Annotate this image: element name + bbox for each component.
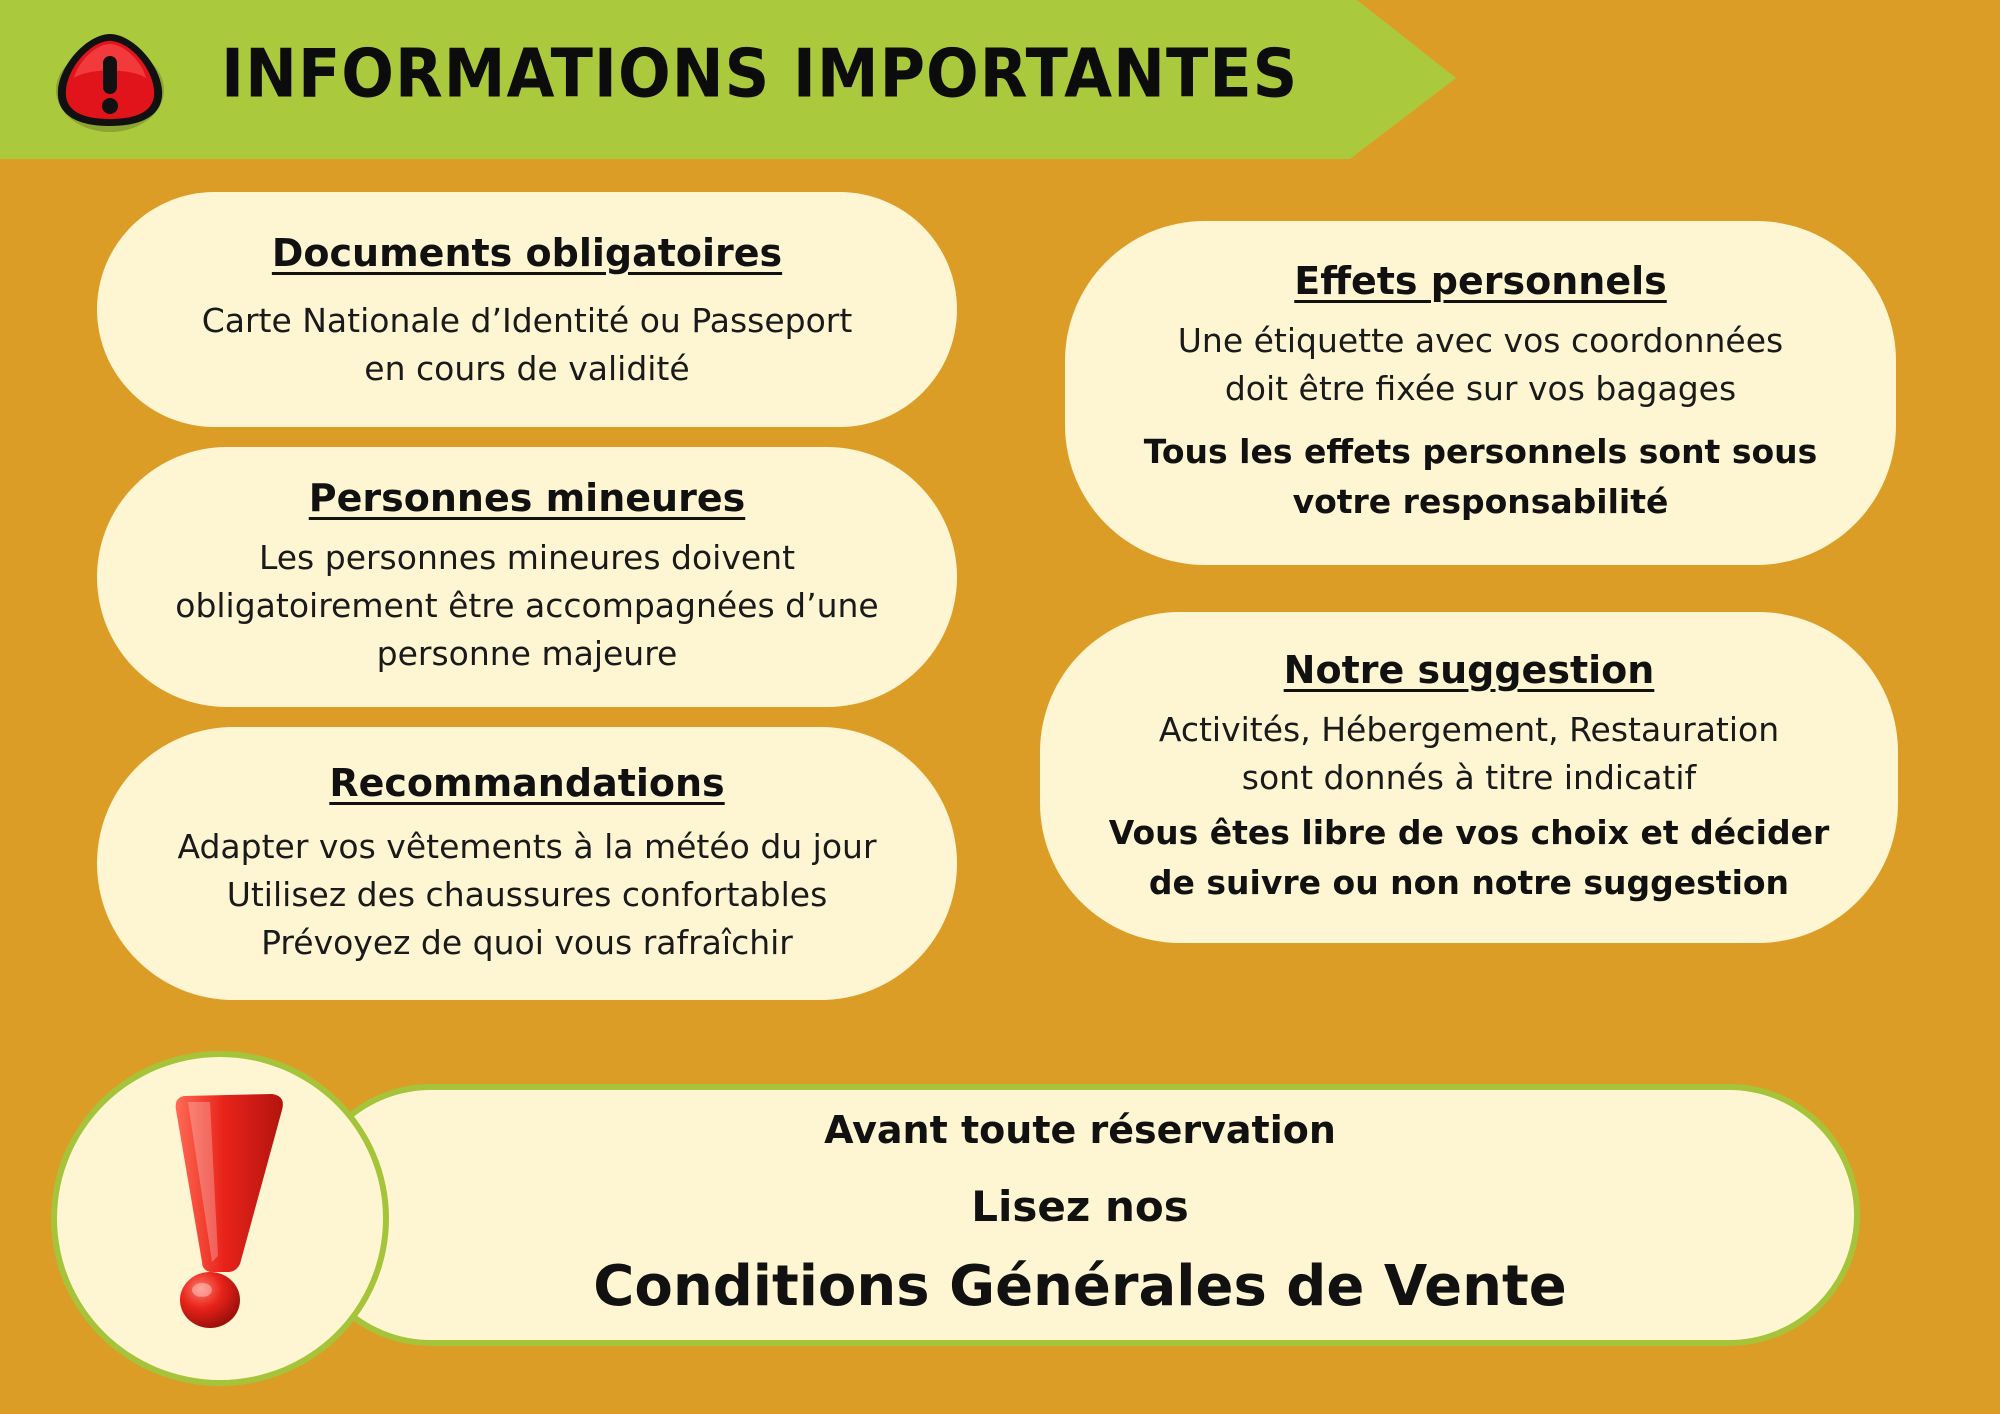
card-title: Effets personnels	[1294, 259, 1667, 303]
page-title: INFORMATIONS IMPORTANTES	[221, 34, 1299, 113]
footer-line-1: Avant toute réservation	[824, 1108, 1336, 1152]
card-bold-body	[1109, 808, 1830, 908]
footer-line-2: Lisez nos	[971, 1182, 1189, 1231]
card-line: en cours de validité	[364, 348, 690, 388]
card-line: obligatoirement être accompagnées d’une	[175, 586, 879, 625]
card-line: Adapter vos vêtements à la météo du jour	[177, 826, 877, 866]
card-title: Notre suggestion	[1283, 647, 1655, 692]
card-bold-line: Tous les effets personnels sont sous	[1143, 432, 1818, 471]
card-minors	[97, 447, 957, 707]
card-body	[202, 297, 853, 393]
card-body	[1159, 706, 1779, 802]
card-line: sont donnés à titre indicatif	[1241, 757, 1697, 797]
card-bold-line: Vous êtes libre de vos choix et décider	[1108, 812, 1830, 852]
terms-of-sale-link[interactable]: Conditions Générales de Vente	[593, 1254, 1567, 1319]
card-title: Personnes mineures	[308, 476, 746, 520]
card-bold-line: de suivre ou non notre suggestion	[1148, 862, 1790, 902]
exclamation-icon	[160, 1086, 300, 1336]
card-title: Recommandations	[329, 760, 725, 805]
card-body	[175, 534, 879, 678]
header-banner	[0, 0, 1460, 159]
card-line: Activités, Hébergement, Restauration	[1158, 709, 1780, 749]
card-bold-line: votre responsabilité	[1292, 482, 1669, 521]
card-line: Les personnes mineures doivent	[258, 538, 796, 577]
card-body	[1178, 317, 1783, 413]
card-line: Une étiquette avec vos coordonnées	[1177, 321, 1784, 360]
card-line: Carte Nationale d’Identité ou Passeport	[201, 300, 853, 340]
card-line: Prévoyez de quoi vous rafraîchir	[261, 922, 793, 962]
warning-icon	[52, 28, 168, 136]
card-body	[177, 823, 876, 967]
card-recommendations	[97, 727, 957, 1000]
card-suggestion	[1040, 612, 1898, 943]
card-line: personne majeure	[376, 634, 678, 673]
card-title: Documents obligatoires	[271, 230, 783, 275]
card-documents	[97, 192, 957, 427]
card-bold-body	[1144, 427, 1818, 527]
card-personal-effects	[1065, 221, 1896, 565]
card-line: doit être fixée sur vos bagages	[1224, 369, 1737, 408]
card-line: Utilisez des chaussures confortables	[226, 874, 828, 914]
